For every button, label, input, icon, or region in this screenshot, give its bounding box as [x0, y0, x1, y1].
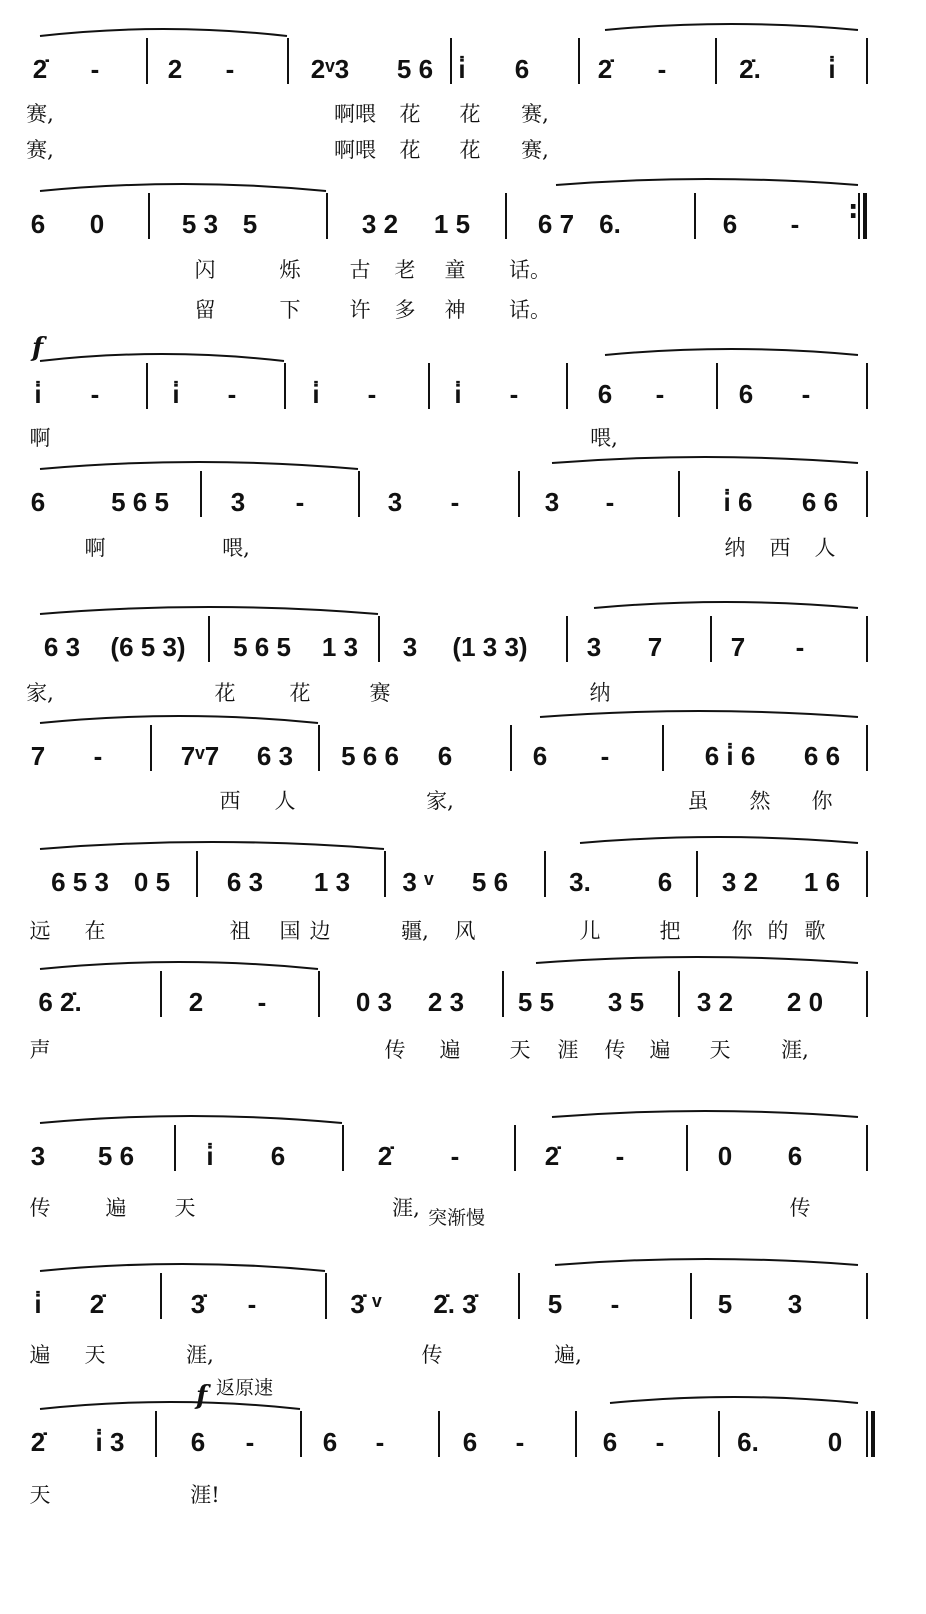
note-token: 6 6: [801, 487, 839, 517]
lyric-syllable: 话。: [509, 298, 551, 322]
note-token: -: [375, 1427, 385, 1457]
note-token: 3: [787, 1289, 803, 1319]
note-token: 2: [167, 54, 183, 84]
note-token: 3: [544, 487, 560, 517]
barline: [510, 725, 512, 771]
note-token: 6 5 3: [51, 867, 109, 897]
barline: [678, 971, 680, 1017]
note-token: i̇ 6: [723, 487, 753, 517]
note-token: 1 5: [433, 209, 471, 239]
note-token: 3 2: [696, 987, 734, 1017]
lyric-syllable: 虽: [687, 789, 709, 813]
lyric-syllable: 遍: [105, 1196, 127, 1220]
note-token: 6: [602, 1427, 618, 1457]
barline: [715, 38, 717, 84]
note-token: 2ᵛ3: [310, 54, 350, 84]
barline: [544, 851, 546, 897]
lyric-syllable: 疆,: [401, 919, 429, 943]
lyric-syllable: 天: [509, 1038, 531, 1062]
tie-arc: [40, 842, 384, 849]
barline: [326, 193, 328, 239]
lyric-syllable: 祖: [229, 919, 251, 943]
note-token: 2̇: [597, 54, 613, 84]
lyric-syllable: 天: [29, 1483, 51, 1507]
note-token: -: [615, 1141, 625, 1171]
barline: [150, 725, 152, 771]
note-token: i̇: [206, 1141, 214, 1171]
lyric-syllable: 涯,: [781, 1038, 809, 1062]
tie-arc: [40, 607, 378, 614]
barline: [690, 1273, 692, 1319]
barline: [866, 725, 868, 771]
note-token: -: [655, 1427, 665, 1457]
lyric-syllable: 赛,: [521, 102, 549, 126]
tie-arc: [40, 184, 326, 191]
barline: [710, 616, 712, 662]
note-token: 2̇.: [739, 54, 761, 84]
lyric-syllable: 老: [394, 258, 416, 282]
note-token: 1 3: [321, 632, 359, 662]
dynamic-mark: f: [32, 333, 44, 363]
barline: [155, 1411, 157, 1457]
barline: [716, 363, 718, 409]
repeat-dots: :: [848, 195, 859, 225]
lyric-syllable: 纳: [589, 681, 611, 705]
note-token: i̇: [458, 54, 466, 84]
lyric-syllable: 啊: [84, 536, 106, 560]
note-token: 0 5: [133, 867, 171, 897]
note-token: 6 3: [256, 741, 294, 771]
barline: [300, 1411, 302, 1457]
note-token: 5 6 6: [341, 741, 399, 771]
note-token: -: [515, 1427, 525, 1457]
barline: [505, 193, 507, 239]
note-token: 2̇: [377, 1141, 393, 1171]
barline: [284, 363, 286, 409]
lyric-syllable: 闪: [194, 258, 216, 282]
lyric-syllable: 留: [194, 298, 216, 322]
note-token: 2̇: [30, 1427, 46, 1457]
note-token: i̇: [312, 379, 320, 409]
tempo-marking: 突渐慢: [428, 1207, 486, 1229]
note-token: -: [657, 54, 667, 84]
lyric-syllable: 啊: [29, 426, 51, 450]
note-token: 5 5: [517, 987, 555, 1017]
lyric-syllable: 传: [421, 1343, 443, 1367]
note-token: 6: [462, 1427, 478, 1457]
phrase-slur: [556, 179, 858, 185]
note-token: -: [90, 54, 100, 84]
lyric-syllable: 天: [709, 1038, 731, 1062]
tie-arc: [40, 962, 318, 969]
barline: [578, 38, 580, 84]
lyric-syllable: 歌: [804, 919, 826, 943]
note-token: 3 5: [607, 987, 645, 1017]
lyric-syllable: 涯: [557, 1038, 579, 1062]
note-token: 5 6 5: [233, 632, 291, 662]
barline: [866, 971, 868, 1017]
barline: [502, 971, 504, 1017]
barline: [378, 616, 380, 662]
note-token: 6: [738, 379, 754, 409]
barline: [518, 1273, 520, 1319]
barline: [146, 363, 148, 409]
barline: [160, 1273, 162, 1319]
note-token: 6.: [599, 209, 621, 239]
note-token: 6.: [737, 1427, 759, 1457]
barline: [686, 1125, 688, 1171]
note-token: -: [605, 487, 615, 517]
lyric-syllable: 花: [459, 102, 481, 126]
barline: [866, 1125, 868, 1171]
lyric-syllable: 遍,: [554, 1343, 582, 1367]
note-token: 0 3: [355, 987, 393, 1017]
lyric-syllable: 边: [309, 919, 331, 943]
barline: [196, 851, 198, 897]
note-token: 6 6: [803, 741, 841, 771]
note-token: 5 6: [396, 54, 434, 84]
lyric-syllable: 遍: [29, 1343, 51, 1367]
lyric-syllable: 家,: [426, 789, 454, 813]
note-token: 7: [730, 632, 746, 662]
phrase-slur: [594, 602, 858, 608]
barline: [318, 971, 320, 1017]
note-token: -: [600, 741, 610, 771]
lyric-syllable: 赛,: [521, 138, 549, 162]
note-token: -: [655, 379, 665, 409]
note-token: -: [801, 379, 811, 409]
note-token: 3 ᵛ: [402, 867, 434, 897]
note-token: 6 3: [226, 867, 264, 897]
barline: [696, 851, 698, 897]
barline: [514, 1125, 516, 1171]
note-token: -: [257, 987, 267, 1017]
lyric-syllable: 花: [289, 681, 311, 705]
note-token: 0: [717, 1141, 733, 1171]
note-token: 3̇ ᵛ: [350, 1289, 382, 1319]
note-token: -: [225, 54, 235, 84]
note-token: 7ᵛ7: [180, 741, 220, 771]
phrase-slur: [552, 457, 858, 463]
lyric-syllable: 声: [29, 1038, 51, 1062]
lyric-syllable: 传: [29, 1196, 51, 1220]
barline: [428, 363, 430, 409]
note-token: -: [295, 487, 305, 517]
barline: [358, 471, 360, 517]
barline: [866, 471, 868, 517]
note-token: -: [610, 1289, 620, 1319]
lyric-syllable: 多: [394, 298, 416, 322]
barline: [866, 616, 868, 662]
note-token: 6: [657, 867, 673, 897]
note-token: i̇: [172, 379, 180, 409]
note-token: 0: [827, 1427, 843, 1457]
note-token: 3: [30, 1141, 46, 1171]
lyric-syllable: 西: [219, 789, 241, 813]
lyric-syllable: 把: [659, 919, 681, 943]
note-token: -: [227, 379, 237, 409]
note-token: 0: [89, 209, 105, 239]
lyric-syllable: 传: [384, 1038, 406, 1062]
note-token: -: [367, 379, 377, 409]
lyric-syllable: 然: [749, 789, 771, 813]
lyric-syllable: 许: [349, 298, 371, 322]
barline: [450, 38, 452, 84]
note-token: -: [245, 1427, 255, 1457]
note-token: 1 3: [313, 867, 351, 897]
tie-arc: [40, 716, 318, 723]
note-token: 6 7: [537, 209, 575, 239]
final-barline-thick: [871, 1411, 875, 1457]
lyric-syllable: 喂,: [222, 536, 250, 560]
note-token: 3̇: [190, 1289, 206, 1319]
note-token: 6: [514, 54, 530, 84]
note-token: 6: [190, 1427, 206, 1457]
note-token: 3: [402, 632, 418, 662]
barline: [866, 38, 868, 84]
barline: [678, 471, 680, 517]
tie-arc: [40, 1402, 300, 1409]
barline: [566, 616, 568, 662]
note-token: (6 5 3): [110, 632, 186, 662]
note-token: 2̇: [544, 1141, 560, 1171]
tie-arc: [40, 1264, 325, 1271]
note-token: 6: [322, 1427, 338, 1457]
lyric-syllable: 你: [731, 919, 753, 943]
note-token: -: [450, 1141, 460, 1171]
note-token: 2̇: [89, 1289, 105, 1319]
note-token: i̇: [34, 379, 42, 409]
phrase-slur: [580, 837, 858, 843]
barline: [146, 38, 148, 84]
dynamic-mark: f: [196, 1381, 208, 1411]
phrase-slur: [540, 711, 858, 717]
lyric-syllable: 国: [279, 919, 301, 943]
lyric-syllable: 啊喂: [334, 102, 376, 126]
barline: [200, 471, 202, 517]
lyric-syllable: 烁: [279, 258, 301, 282]
note-token: 2: [188, 987, 204, 1017]
barline: [718, 1411, 720, 1457]
tie-arc: [40, 1116, 342, 1123]
note-token: -: [93, 741, 103, 771]
note-token: 3.: [569, 867, 591, 897]
lyric-syllable: 花: [399, 138, 421, 162]
barline: [662, 725, 664, 771]
lyric-syllable: 遍: [649, 1038, 671, 1062]
lyric-syllable: 童: [444, 258, 466, 282]
note-token: 6 i̇ 6: [704, 741, 756, 771]
tempo-marking: 返原速: [216, 1377, 274, 1399]
barline: [160, 971, 162, 1017]
note-token: 6: [30, 209, 46, 239]
note-token: -: [790, 209, 800, 239]
barline: [438, 1411, 440, 1457]
lyric-syllable: 涯!: [190, 1483, 220, 1507]
lyric-syllable: 古: [349, 258, 371, 282]
note-token: 6: [30, 487, 46, 517]
note-token: 6: [532, 741, 548, 771]
lyric-syllable: 纳: [724, 536, 746, 560]
barline: [518, 471, 520, 517]
note-token: i̇: [34, 1289, 42, 1319]
lyric-syllable: 赛,: [26, 102, 54, 126]
note-token: 5 3: [181, 209, 219, 239]
note-token: 5 6 5: [111, 487, 169, 517]
lyric-syllable: 花: [214, 681, 236, 705]
note-token: 5: [547, 1289, 563, 1319]
barline: [694, 193, 696, 239]
barline: [566, 363, 568, 409]
lyric-syllable: 下: [279, 298, 301, 322]
note-token: 7: [30, 741, 46, 771]
barline: [866, 363, 868, 409]
lyric-syllable: 天: [174, 1196, 196, 1220]
note-token: -: [795, 632, 805, 662]
note-token: 5: [242, 209, 258, 239]
note-token: -: [247, 1289, 257, 1319]
note-token: 2 0: [786, 987, 824, 1017]
note-token: 2̇. 3̇: [433, 1289, 477, 1319]
tie-arc: [40, 354, 284, 361]
lyric-syllable: 的: [767, 919, 789, 943]
lyric-syllable: 人: [274, 789, 296, 813]
phrase-slur: [610, 1397, 858, 1403]
lyric-syllable: 人: [814, 536, 836, 560]
note-token: 6: [270, 1141, 286, 1171]
note-token: i̇: [454, 379, 462, 409]
lyric-syllable: 涯,: [186, 1343, 214, 1367]
note-token: 3: [387, 487, 403, 517]
lyric-syllable: 赛,: [26, 138, 54, 162]
lyric-syllable: 在: [84, 919, 106, 943]
lyric-syllable: 啊喂: [334, 138, 376, 162]
note-token: i̇: [828, 54, 836, 84]
lyric-syllable: 天: [84, 1343, 106, 1367]
barline: [866, 851, 868, 897]
barline: [287, 38, 289, 84]
note-token: 6: [787, 1141, 803, 1171]
note-token: i̇ 3: [95, 1427, 125, 1457]
note-token: 7: [647, 632, 663, 662]
phrase-slur: [536, 957, 858, 963]
barline: [208, 616, 210, 662]
note-token: 2̇: [32, 54, 48, 84]
lyric-syllable: 遍: [439, 1038, 461, 1062]
lyric-syllable: 传: [604, 1038, 626, 1062]
phrase-slur: [605, 24, 858, 30]
note-token: 3 2: [721, 867, 759, 897]
phrase-slur: [605, 349, 858, 355]
final-barline-thick: [863, 193, 867, 239]
note-token: 5 6: [97, 1141, 135, 1171]
barline: [384, 851, 386, 897]
note-token: 6: [437, 741, 453, 771]
lyric-syllable: 话。: [509, 258, 551, 282]
note-token: 5: [717, 1289, 733, 1319]
phrase-slur: [555, 1259, 858, 1265]
lyric-syllable: 花: [459, 138, 481, 162]
note-token: 6: [597, 379, 613, 409]
lyric-syllable: 儿: [579, 919, 601, 943]
tie-arc: [40, 462, 358, 469]
lyric-syllable: 你: [811, 789, 833, 813]
barline: [318, 725, 320, 771]
barline: [325, 1273, 327, 1319]
lyric-syllable: 喂,: [590, 426, 618, 450]
note-token: (1 3 3): [452, 632, 528, 662]
note-token: 1 6: [803, 867, 841, 897]
note-token: 3: [586, 632, 602, 662]
note-token: -: [450, 487, 460, 517]
barline: [342, 1125, 344, 1171]
tie-arc: [40, 29, 287, 36]
lyric-syllable: 神: [444, 298, 466, 322]
final-barline: [866, 1411, 868, 1457]
lyric-syllable: 传: [789, 1196, 811, 1220]
note-token: 6 3: [43, 632, 81, 662]
lyric-syllable: 家,: [26, 681, 54, 705]
note-token: 3: [230, 487, 246, 517]
note-token: 6 2̇.: [38, 987, 82, 1017]
note-token: -: [90, 379, 100, 409]
lyric-syllable: 赛: [369, 681, 391, 705]
lyric-syllable: 涯,: [392, 1196, 420, 1220]
barline: [148, 193, 150, 239]
barline: [575, 1411, 577, 1457]
phrase-slur: [552, 1111, 858, 1117]
note-token: -: [509, 379, 519, 409]
lyric-syllable: 风: [454, 919, 476, 943]
note-token: 5 6: [471, 867, 509, 897]
lyric-syllable: 远: [29, 919, 51, 943]
lyric-syllable: 西: [769, 536, 791, 560]
barline: [174, 1125, 176, 1171]
note-token: 2 3: [427, 987, 465, 1017]
note-token: 3 2: [361, 209, 399, 239]
barline: [866, 1273, 868, 1319]
note-token: 6: [722, 209, 738, 239]
lyric-syllable: 花: [399, 102, 421, 126]
